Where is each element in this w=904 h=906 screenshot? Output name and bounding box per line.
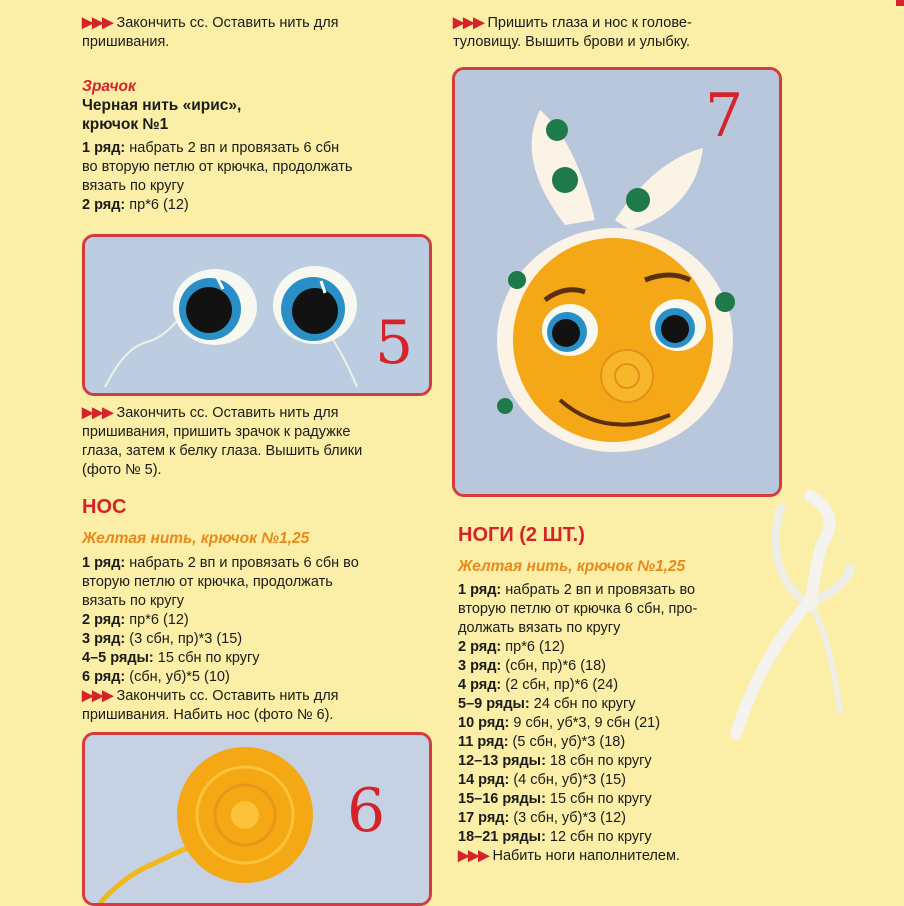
arrow-icon: ▶▶▶ [82, 405, 113, 421]
photo-number-5: 5 [375, 308, 414, 378]
nose-material: Желтая нить, крючок №1,25 [82, 530, 310, 547]
nose-section [82, 496, 432, 725]
left-top-step: ▶▶▶ Закончить сс. Оставить нить для пришивания. [82, 15, 339, 50]
pupil-section [82, 77, 432, 215]
after-photo5-step: ▶▶▶ Закончить сс. Оставить нить для пришивания, пришить зрачок к радужке глаза, затем к белку глаза. Вышить блики (фото № 5). [82, 405, 363, 478]
nose-rows: 1 ряд: набрать 2 вп и провязать 6 сбн во вторую петлю от крючка, продолжать вязать по кругу 2 ряд: пр*6 (12) 3 ряд: (3 сбн, пр)*3 (15) 4–5 ряды: 15 сбн по кругу 6 ряд: (сбн, уб)*5 (10) ▶▶▶ Закончить сс. Оставить нить для пришивания. Набить нос (фото № 6). [82, 555, 359, 723]
photo-eyes [82, 234, 432, 396]
pupil-title: Зрачок [82, 78, 136, 95]
right-top-step: ▶▶▶ Пришить глаза и нос к голове- туловищу. Вышить брови и улыбку. [453, 15, 692, 50]
arrow-icon: ▶▶▶ [82, 15, 113, 31]
arrow-icon: ▶▶▶ [453, 15, 484, 31]
pupil-rows: 1 ряд: набрать 2 вп и провязать 6 сбн во вторую петлю от крючка, продолжать вязать по кругу 2 ряд: пр*6 (12) [82, 140, 353, 213]
photo-number-7: 7 [705, 81, 744, 151]
nose-title: НОС [82, 496, 127, 518]
arrow-icon: ▶▶▶ [458, 848, 489, 864]
legs-title: НОГИ (2 ШТ.) [458, 524, 585, 546]
photo-nose [82, 732, 432, 906]
pupil-material: Черная нить «ирис», крючок №1 [82, 97, 242, 133]
photo-toy [452, 67, 782, 497]
arrow-icon: ▶▶▶ [82, 688, 113, 704]
legs-rows: 1 ряд: набрать 2 вп и провязать во вторую петлю от крючка 6 сбн, про- должать вязать по кругу 2 ряд: пр*6 (12) 3 ряд: (сбн, пр)*6 (18) 4 ряд: (2 сбн, пр)*6 (24) 5–9 ряды: 24 сбн по кругу 10 ряд: 9 сбн, уб*3, 9 сбн (21) 11 ряд: (5 сбн, уб)*3 (18) 12–13 ряды: 18 сбн по кругу 14 ряд: (4 сбн, уб)*3 (15) 15–16 ряды: 15 сбн по кругу 17 ряд: (3 сбн, уб)*3 (12) 18–21 ряды: 12 сбн по кругу ▶▶▶ Набить ноги наполнителем. [458, 582, 698, 864]
photo-number-6: 6 [347, 776, 386, 846]
legs-material: Желтая нить, крючок №1,25 [458, 558, 686, 575]
legs-section [458, 524, 788, 866]
page-corner-mark [896, 0, 904, 6]
